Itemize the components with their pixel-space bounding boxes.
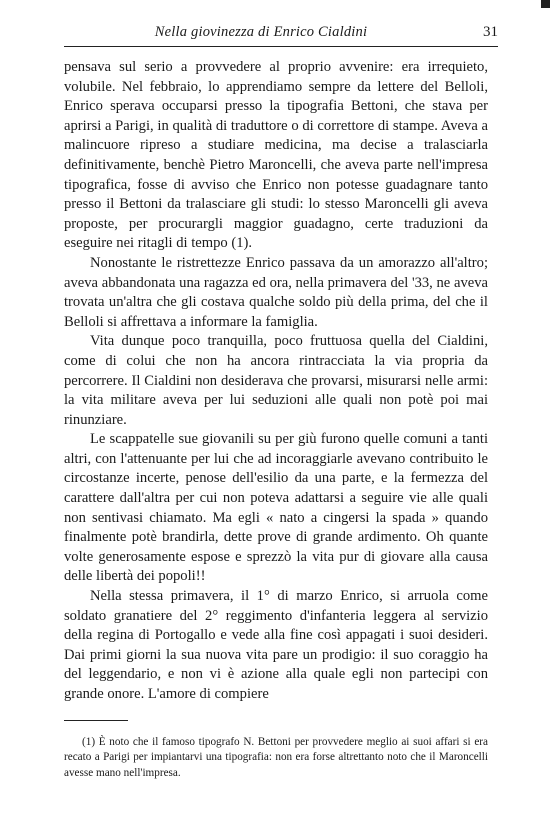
- scan-corner-mark: [541, 0, 550, 8]
- paragraph: Le scappatelle sue giovanili su per giù furono quelle comuni a tanti altri, con l'attenuante per lui che ad incoraggiarle avevano contribuito le circostanze incerte, penose dell'esilio da una parte, e la fermezza del carattere dall'altra per cui non poteva adattarsi a seguire vie alle quali non sentivasi chiamato. Ma egli « nato a cingersi la spada » quando finalmente potè brandirla, dette prove di grande ardimento. Oh quante volte generosamente espose e sprezzò la vita pur di giovare alla causa delle libertà dei popoli!!: [64, 431, 488, 585]
- footnote: (1) È noto che il famoso tipografo N. Bettoni per provvedere meglio ai suoi affari si era recato a Parigi per impiantarvi una tipografia: non era forse altrettanto noto che il Maroncelli avesse mano nell'impresa.: [64, 736, 488, 779]
- paragraph: Nella stessa primavera, il 1° di marzo Enrico, si arruola come soldato granatiere del 2° reggimento d'infanteria leggera al servizio della regina di Portogallo e vede alla fine così appagati i suoi desideri. Dai primi giorni la sua nuova vita pare un prodigio: il suo coraggio ha del leggendario, e non vi è azione alla quale egli non partecipi con grande onore. L'amore di compiere: [64, 588, 488, 702]
- paragraph-continued: pensava sul serio a provvedere al proprio avvenire: era irrequieto, volubile. Nel febbraio, lo apprendiamo sempre da lettere del Belloli, Enrico sperava occuparsi presso la tipografia Bettoni, che stava per aprirsi a Parigi, in qualità di traduttore o di correttore di stampe. Aveva a malincuore ripreso a studiare medicina, ma decise a tralasciarla definitivamente, benchè Pietro Maroncelli, che aveva parte nell'impresa tipografica, fosse di avviso che Enrico non potesse guadagnare tanto presso il Bettoni da tralasciare gli studi: lo stesso Maroncelli gli aveva proposte, per procurargli maggior guadagno, certe traduzioni da eseguire nei ritagli di tempo (1).: [64, 59, 488, 252]
- page-number: 31: [483, 24, 498, 40]
- paragraph: Vita dunque poco tranquilla, poco fruttuosa quella del Cialdini, come di colui che non ha ancora rintracciata la via propria da percorrere. Il Cialdini non desiderava che provarsi, misurarsi nelle armi: la vita militare aveva per lui seduzioni alle quali non potè poi mai rinunziare.: [64, 333, 488, 428]
- running-title: Nella giovinezza di Enrico Cialdini: [154, 24, 368, 40]
- body-text: [64, 58, 488, 705]
- footnote-divider: [64, 720, 128, 721]
- running-header: [64, 22, 498, 47]
- paragraph: Nonostante le ristrettezze Enrico passava da un amorazzo all'altro; aveva abbandonata una ragazza ed ora, nella primavera del '33, ne aveva trovata un'altra che gli costava qualche soldo più della prima, del che il Belloli si affrettava a informare la famiglia.: [64, 254, 488, 330]
